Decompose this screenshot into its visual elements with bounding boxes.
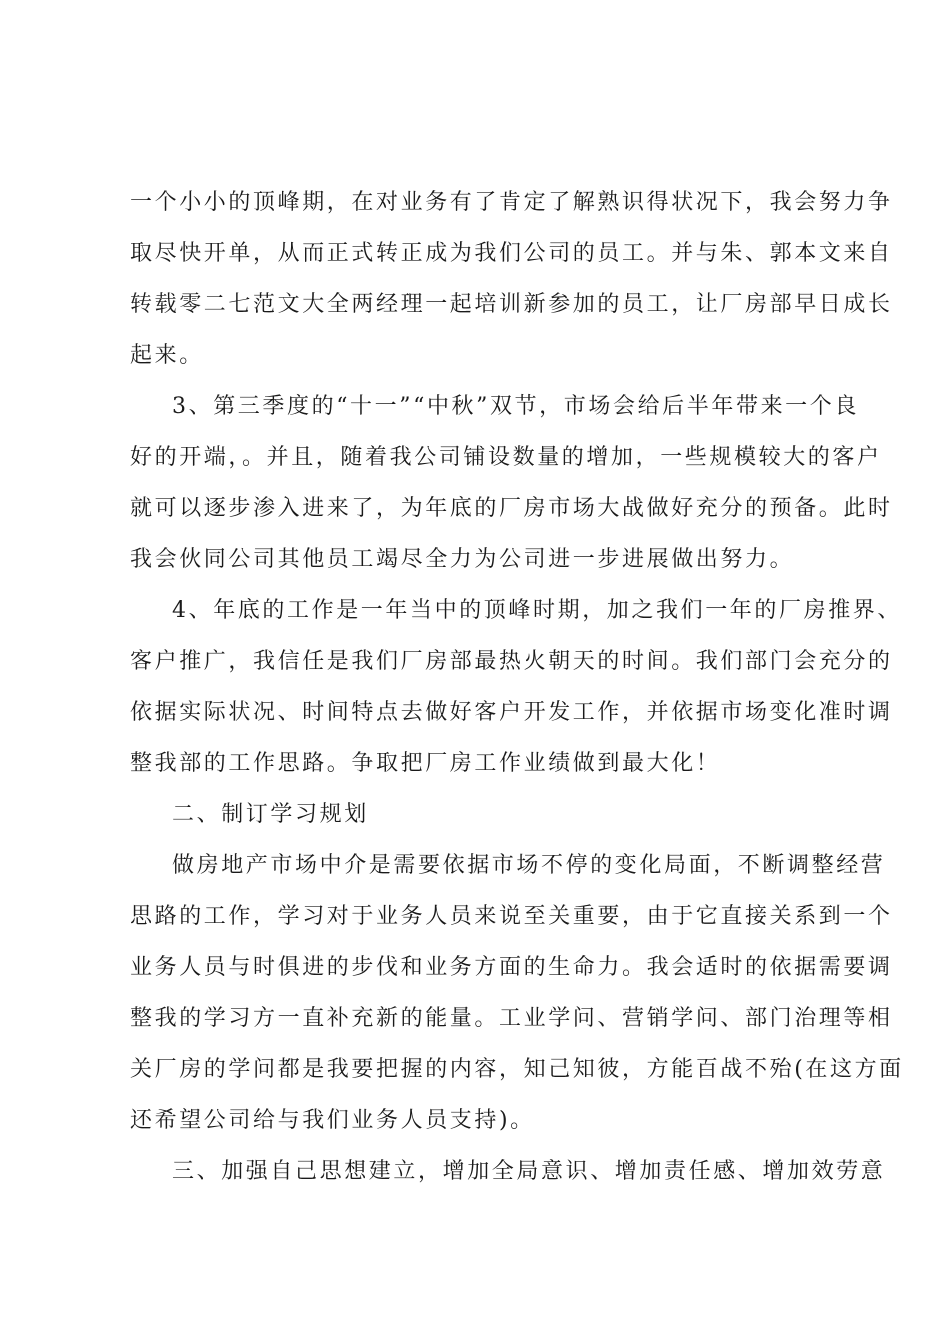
text-line: 三、加强自己思想建立，增加全局意识、增加责任感、增加效劳意 (172, 1159, 886, 1184)
text-line: 转载零二七范文大全两经理一起培训新参加的员工，让厂房部早日成长 (130, 292, 893, 317)
text-line: 整我部的工作思路。争取把厂房工作业绩做到最大化！ (130, 751, 721, 776)
text-line: 做房地产市场中介是需要依据市场不停的变化局面，不断调整经营 (172, 853, 886, 878)
text-line: 整我的学习方一直补充新的能量。工业学问、营销学问、部门治理等相 (130, 1006, 893, 1031)
section-heading: 二、制订学习规划 (172, 802, 369, 827)
text-line: 客户推广，我信任是我们厂房部最热火朝天的时间。我们部门会充分的 (130, 649, 893, 674)
text-line: 4、年底的工作是一年当中的顶峰时期，加之我们一年的厂房推界、 (172, 598, 902, 623)
text-line: 起来。 (130, 343, 204, 368)
text-line: 就可以逐步渗入进来了，为年底的厂房市场大战做好充分的预备。此时 (130, 496, 893, 521)
text-line: 思路的工作，学习对于业务人员来说至关重要，由于它直接关系到一个 (130, 904, 893, 929)
text-line: 关厂房的学问都是我要把握的内容，知己知彼，方能百战不殆(在这方面 (130, 1057, 904, 1082)
text-line: 一个小小的顶峰期，在对业务有了肯定了解熟识得状况下，我会努力争 (130, 190, 893, 215)
text-line: 依据实际状况、时间特点去做好客户开发工作，并依据市场变化准时调 (130, 700, 893, 725)
text-line: 3、第三季度的“十一”“中秋”双节，市场会给后半年带来一个良 (172, 394, 859, 419)
text-line: 我会伙同公司其他员工竭尽全力为公司进一步进展做出努力。 (130, 547, 795, 572)
text-line: 业务人员与时俱进的步伐和业务方面的生命力。我会适时的依据需要调 (130, 955, 893, 980)
text-line: 还希望公司给与我们业务人员支持)。 (130, 1108, 535, 1133)
text-line: 取尽快开单，从而正式转正成为我们公司的员工。并与朱、郭本文来自 (130, 241, 893, 266)
text-line: 好的开端，。并且，随着我公司铺设数量的增加，一些规模较大的客户 (130, 445, 882, 470)
